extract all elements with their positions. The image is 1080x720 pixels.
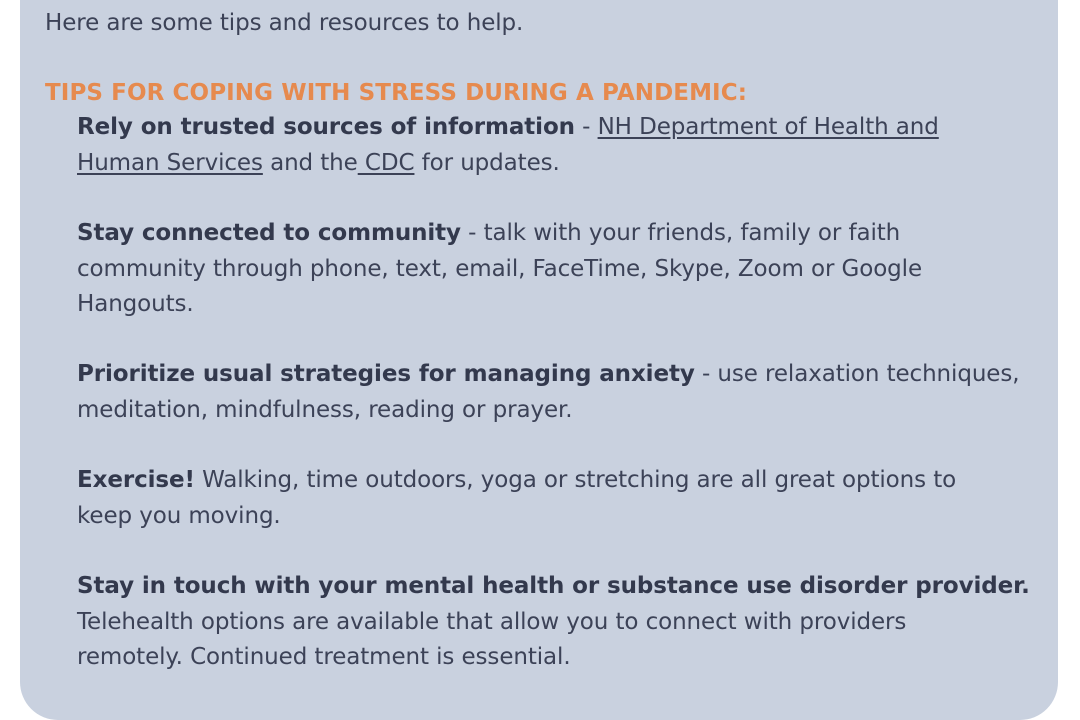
- tip-line: [77, 146, 1047, 182]
- tip-prioritize-strategies: [77, 357, 1047, 428]
- tip-title: Rely on trusted sources of information: [77, 114, 575, 140]
- tip-title: Stay connected to community: [77, 220, 461, 246]
- nh-dhhs-link-continued[interactable]: Human Services: [77, 149, 263, 176]
- tip-title: Exercise!: [77, 467, 195, 493]
- tip-line: [77, 110, 1047, 146]
- tip-exercise: [77, 463, 1047, 534]
- tip-stay-connected: [77, 216, 1047, 323]
- tip-line: keep you moving.: [77, 502, 281, 529]
- tip-text: for updates.: [414, 149, 560, 176]
- tip-text: Walking, time outdoors, yoga or stretching are all great options to: [194, 467, 957, 493]
- tip-line: community through phone, text, email, FaceTime, Skype, Zoom or Google: [77, 255, 923, 282]
- tip-title: Prioritize usual strategies for managing anxiety: [77, 361, 695, 387]
- tip-line: [77, 216, 1047, 252]
- tip-text: - use relaxation techniques,: [694, 361, 1020, 387]
- tips-heading: TIPS FOR COPING WITH STRESS DURING A PANDEMIC:: [45, 80, 747, 106]
- tip-text: - talk with your friends, family or faith: [460, 220, 901, 246]
- tip-line: meditation, mindfulness, reading or prayer.: [77, 396, 573, 423]
- tip-stay-in-touch: [77, 569, 1047, 676]
- tip-trusted-sources: [77, 110, 1047, 181]
- tip-title: Stay in touch with your mental health or substance use disorder provider.: [77, 573, 1030, 599]
- tip-text: and the: [262, 149, 358, 176]
- tip-line: Telehealth options are available that allow you to connect with providers: [77, 608, 907, 635]
- cdc-link[interactable]: CDC: [357, 149, 415, 176]
- tip-line: [77, 463, 1047, 499]
- nh-dhhs-link[interactable]: NH Department of Health and: [597, 114, 939, 140]
- tip-line: [77, 357, 1047, 393]
- intro-text: Here are some tips and resources to help.: [45, 10, 524, 36]
- tip-separator: -: [574, 114, 598, 140]
- tip-line: [77, 569, 1047, 605]
- tip-line: remotely. Continued treatment is essential.: [77, 644, 571, 670]
- tip-line: Hangouts.: [77, 291, 194, 317]
